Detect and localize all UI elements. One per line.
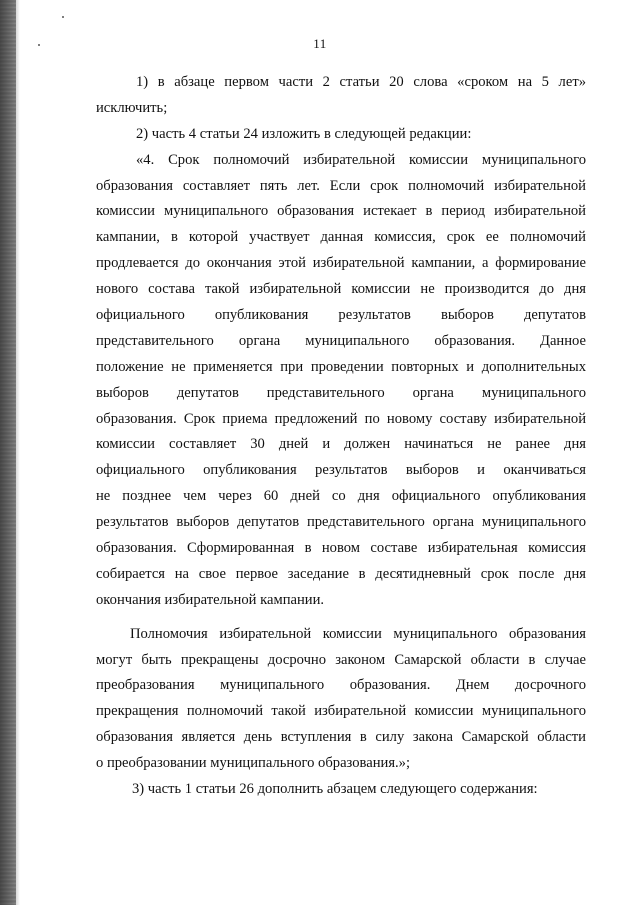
text-line: прекращения полномочий такой избирательной комиссии муниципального bbox=[96, 703, 586, 720]
text-line: продлевается до окончания этой избирательной кампании, а формирование bbox=[96, 255, 586, 272]
text-line: нового состава такой избирательной комиссии не производится до дня bbox=[96, 281, 586, 298]
text-line: положение не применяется при проведении повторных и дополнительных bbox=[96, 358, 586, 375]
document-body bbox=[96, 70, 586, 803]
text-line: официального опубликования результатов выборов депутатов bbox=[96, 307, 586, 324]
text-line: образования. Сформированная в новом составе избирательная комиссия bbox=[96, 540, 586, 557]
text-line: не позднее чем через 60 дней со дня официального опубликования bbox=[96, 488, 586, 505]
text-line: исключить; bbox=[96, 99, 168, 116]
text-line: официального опубликования результатов выборов и оканчиваться bbox=[96, 462, 586, 479]
text-line: образования является день вступления в силу закона Самарской области bbox=[96, 729, 586, 746]
text-line: комиссии составляет 30 дней и должен начинаться не ранее дня bbox=[96, 436, 586, 453]
text-line: выборов депутатов представительного органа муниципального bbox=[96, 384, 586, 401]
text-line: образования. Срок приема предложений по новому составу избирательной bbox=[96, 410, 586, 427]
text-line: о преобразовании муниципального образования.»; bbox=[96, 755, 411, 772]
text-line: 3) часть 1 статьи 26 дополнить абзацем следующего содержания: bbox=[132, 781, 538, 798]
scan-edge-shadow bbox=[16, 0, 20, 905]
text-line: собирается на свое первое заседание в десятидневный срок после дня bbox=[96, 565, 586, 582]
text-line: представительного органа муниципального образования. Данное bbox=[96, 332, 586, 349]
text-line: образования составляет пять лет. Если срок полномочий избирательной bbox=[96, 177, 586, 194]
text-line: могут быть прекращены досрочно законом Самарской области в случае bbox=[96, 651, 586, 668]
text-line: Полномочия избирательной комиссии муниципального образования bbox=[130, 625, 586, 642]
text-line: окончания избирательной кампании. bbox=[96, 591, 325, 608]
text-line: кампании, в которой участвует данная комиссия, срок ее полномочий bbox=[96, 229, 586, 246]
text-line: 2) часть 4 статьи 24 изложить в следующей редакции: bbox=[136, 125, 472, 142]
text-line: результатов выборов депутатов представительного органа муниципального bbox=[96, 514, 586, 531]
page-number: 11 bbox=[313, 36, 327, 51]
text-line: «4. Срок полномочий избирательной комиссии муниципального bbox=[136, 151, 586, 168]
scan-binding-edge bbox=[0, 0, 16, 905]
paragraph-gap bbox=[96, 614, 586, 622]
scan-speck bbox=[62, 16, 64, 18]
text-line: комиссии муниципального образования истекает в период избирательной bbox=[96, 203, 586, 220]
text-line: 1) в абзаце первом части 2 статьи 20 слова «сроком на 5 лет» bbox=[136, 74, 586, 90]
text-line: преобразования муниципального образования. Днем досрочного bbox=[96, 677, 586, 694]
